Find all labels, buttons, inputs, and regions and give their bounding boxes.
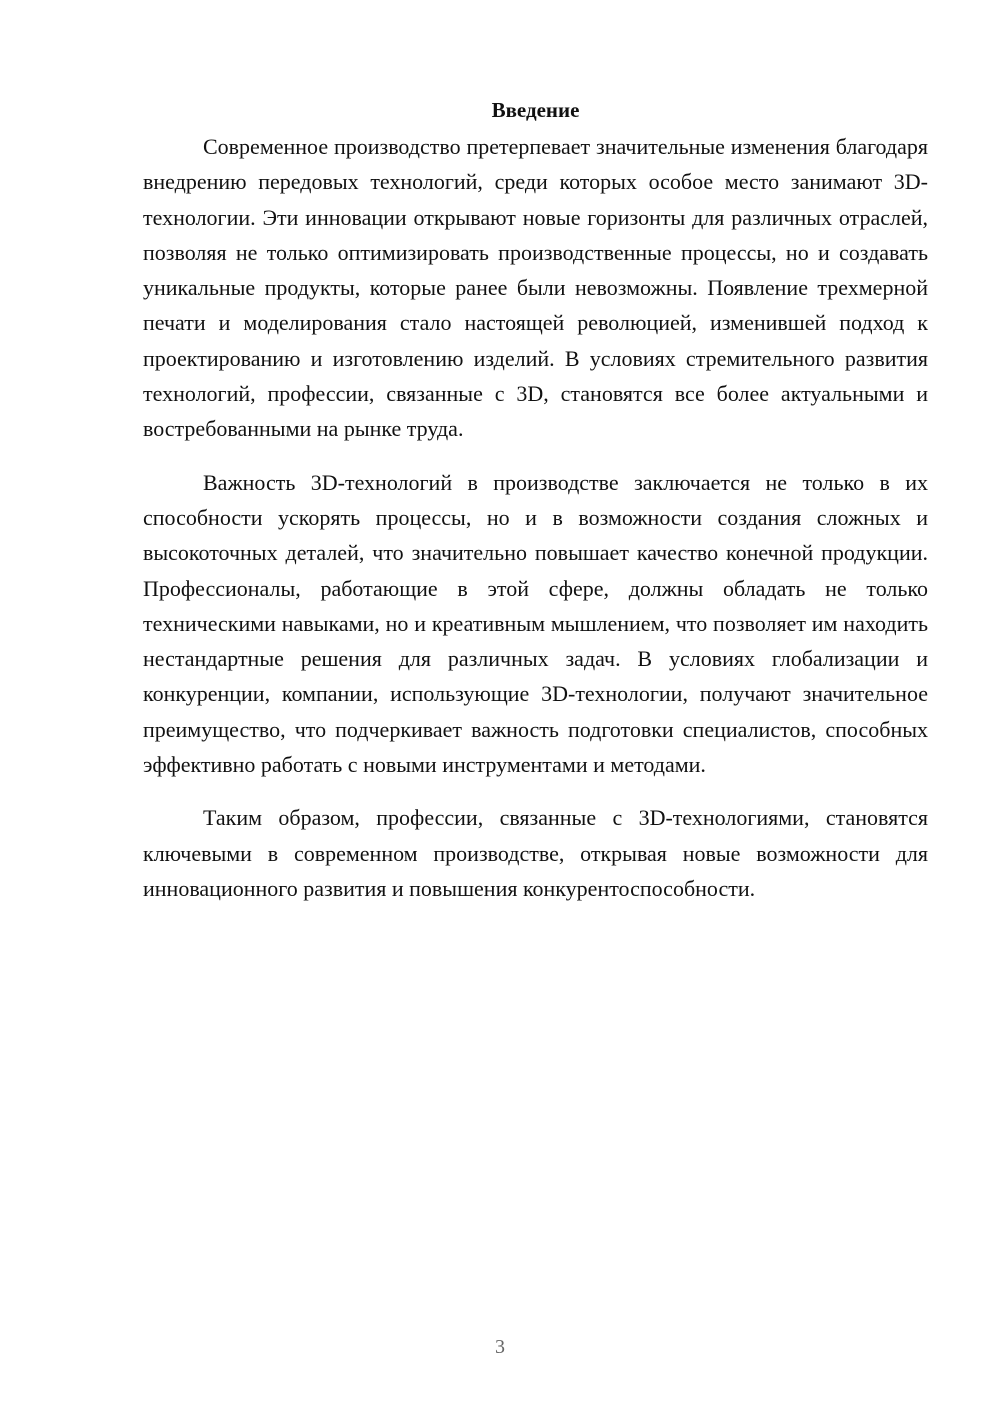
page-content [143, 93, 928, 924]
paragraph-3: Таким образом, профессии, связанные с 3D-технологиями, становятся ключевыми в современном производстве, открывая новые возможности для инновационного развития и повышения конкурентоспособности. [143, 805, 928, 901]
section-heading: Введение [491, 98, 580, 122]
page-number: 3 [495, 1336, 505, 1358]
paragraph-2: Важность 3D-технологий в производстве заключается не только в их способности ускорять процессы, но и в возможности создания сложных и высокоточных деталей, что значительно повышает качество конечной продукции. Профессионалы, работающие в этой сфере, должны обладать не только техническими навыками, но и креативным мышлением, что позволяет им находить нестандартные решения для различных задач. В условиях глобализации и конкуренции, компании, использующие 3D-технологии, получают значительное преимущество, что подчеркивает важность подготовки специалистов, способных эффективно работать с новыми инструментами и методами. [143, 469, 928, 778]
paragraph-1: Современное производство претерпевает значительные изменения благодаря внедрению передовых технологий, среди которых особое место занимают 3D-технологии. Эти инновации открывают новые горизонты для различных отраслей, позволяя не только оптимизировать производственные процессы, но и создавать уникальные продукты, которые ранее были невозможны. Появление трехмерной печати и моделирования стало настоящей революцией, изменившей подход к проектированию и изготовлению изделий. В условиях стремительного развития технологий, профессии, связанные с 3D, становятся все более актуальными и востребованными на рынке труда. [143, 134, 928, 442]
